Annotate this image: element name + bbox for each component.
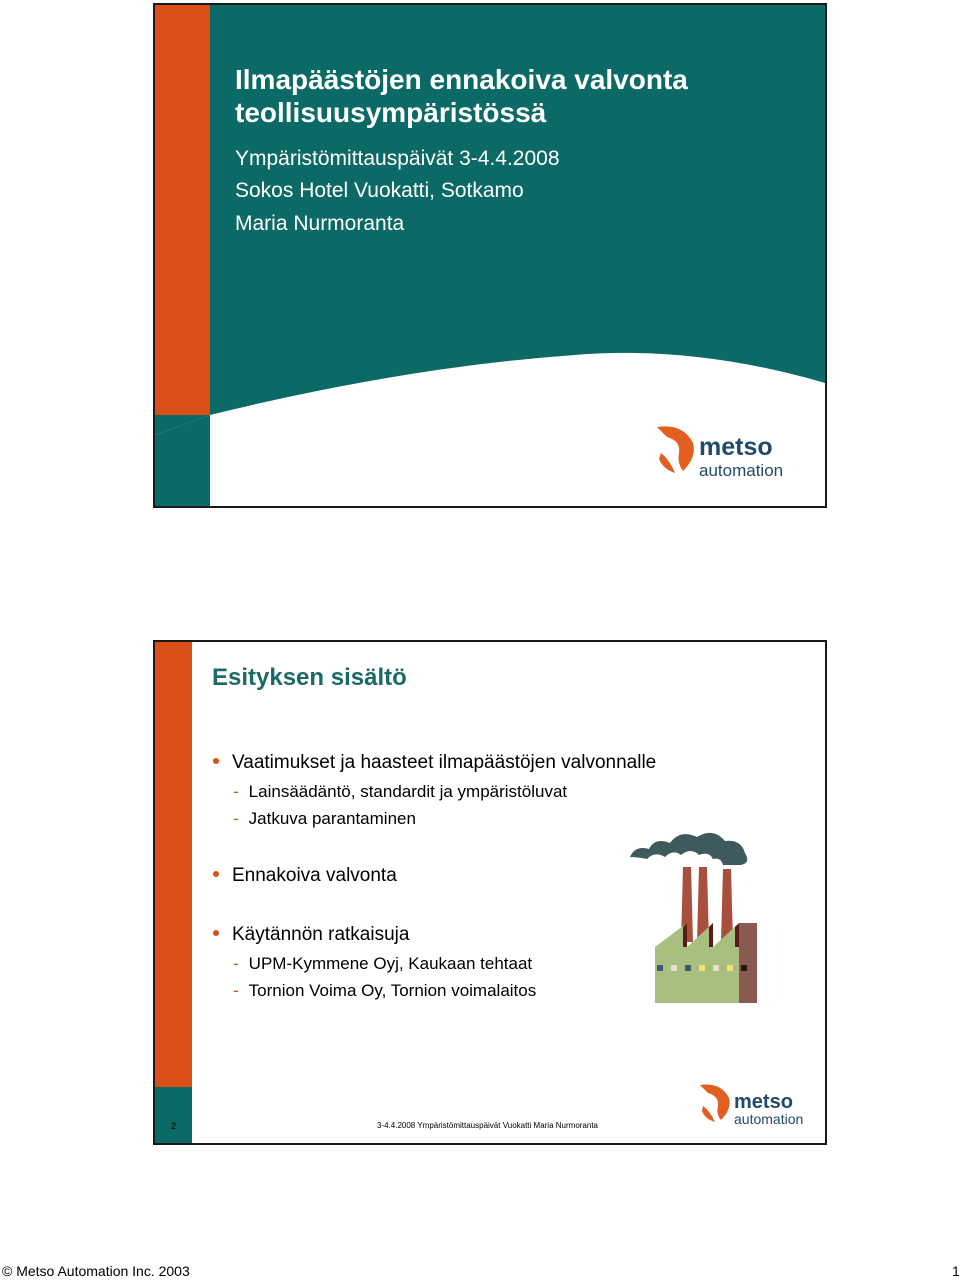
page-copyright: © Metso Automation Inc. 2003: [2, 1263, 190, 1279]
title-line-2: teollisuusympäristössä: [235, 97, 547, 128]
smoke-cloud-icon: [630, 833, 747, 865]
slide-title: Esityksen sisältö: [212, 664, 407, 691]
slide-number: 2: [171, 1121, 177, 1131]
metso-logo-icon: [653, 423, 803, 483]
event-venue: Sokos Hotel Vuokatti, Sotkamo: [235, 179, 524, 202]
title-line-1: Ilmapäästöjen ennakoiva valvonta: [235, 64, 688, 95]
slide-footer: 3-4.4.2008 Ympäristömittauspäivät Vuokatti Maria Nurmoranta: [377, 1121, 598, 1130]
left-accent-footer: [155, 1087, 192, 1145]
logo-word-metso: metso: [734, 1091, 793, 1113]
bullet-item: Käytännön ratkaisuja: [213, 924, 409, 946]
logo-word-metso: metso: [699, 433, 773, 461]
bullet-dot-icon: [213, 871, 219, 877]
page-number: 1: [952, 1263, 960, 1279]
sub-bullet-item: - UPM-Kymmene Oyj, Kaukaan tehtaat: [233, 954, 533, 973]
presentation-title: [235, 63, 795, 129]
metso-logo-icon: [697, 1082, 817, 1130]
dash-icon: -: [233, 782, 239, 801]
dash-icon: -: [233, 954, 239, 973]
bullet-dot-icon: [213, 758, 219, 764]
bullet-item: Ennakoiva valvonta: [213, 865, 397, 887]
sub-bullet-item: - Tornion Voima Oy, Tornion voimalaitos: [233, 981, 537, 1000]
factory-icon: [625, 827, 785, 1007]
dash-icon: -: [233, 981, 239, 1000]
sub-bullet-item: - Lainsäädäntö, standardit ja ympäristöluvat: [233, 782, 568, 801]
bullet-item: Vaatimukset ja haasteet ilmapäästöjen valvonnalle: [213, 752, 656, 774]
bullet-dot-icon: [213, 930, 219, 936]
author-name: Maria Nurmoranta: [235, 212, 405, 235]
sub-bullet-item: - Jatkuva parantaminen: [233, 809, 416, 828]
left-accent-bar: [155, 642, 192, 1143]
logo-word-automation: automation: [699, 461, 784, 480]
event-name: Ympäristömittauspäivät 3-4.4.2008: [235, 147, 560, 170]
agenda-slide: [153, 640, 827, 1145]
dash-icon: -: [233, 809, 239, 828]
title-slide: [153, 3, 827, 508]
logo-word-automation: automation: [734, 1111, 804, 1127]
